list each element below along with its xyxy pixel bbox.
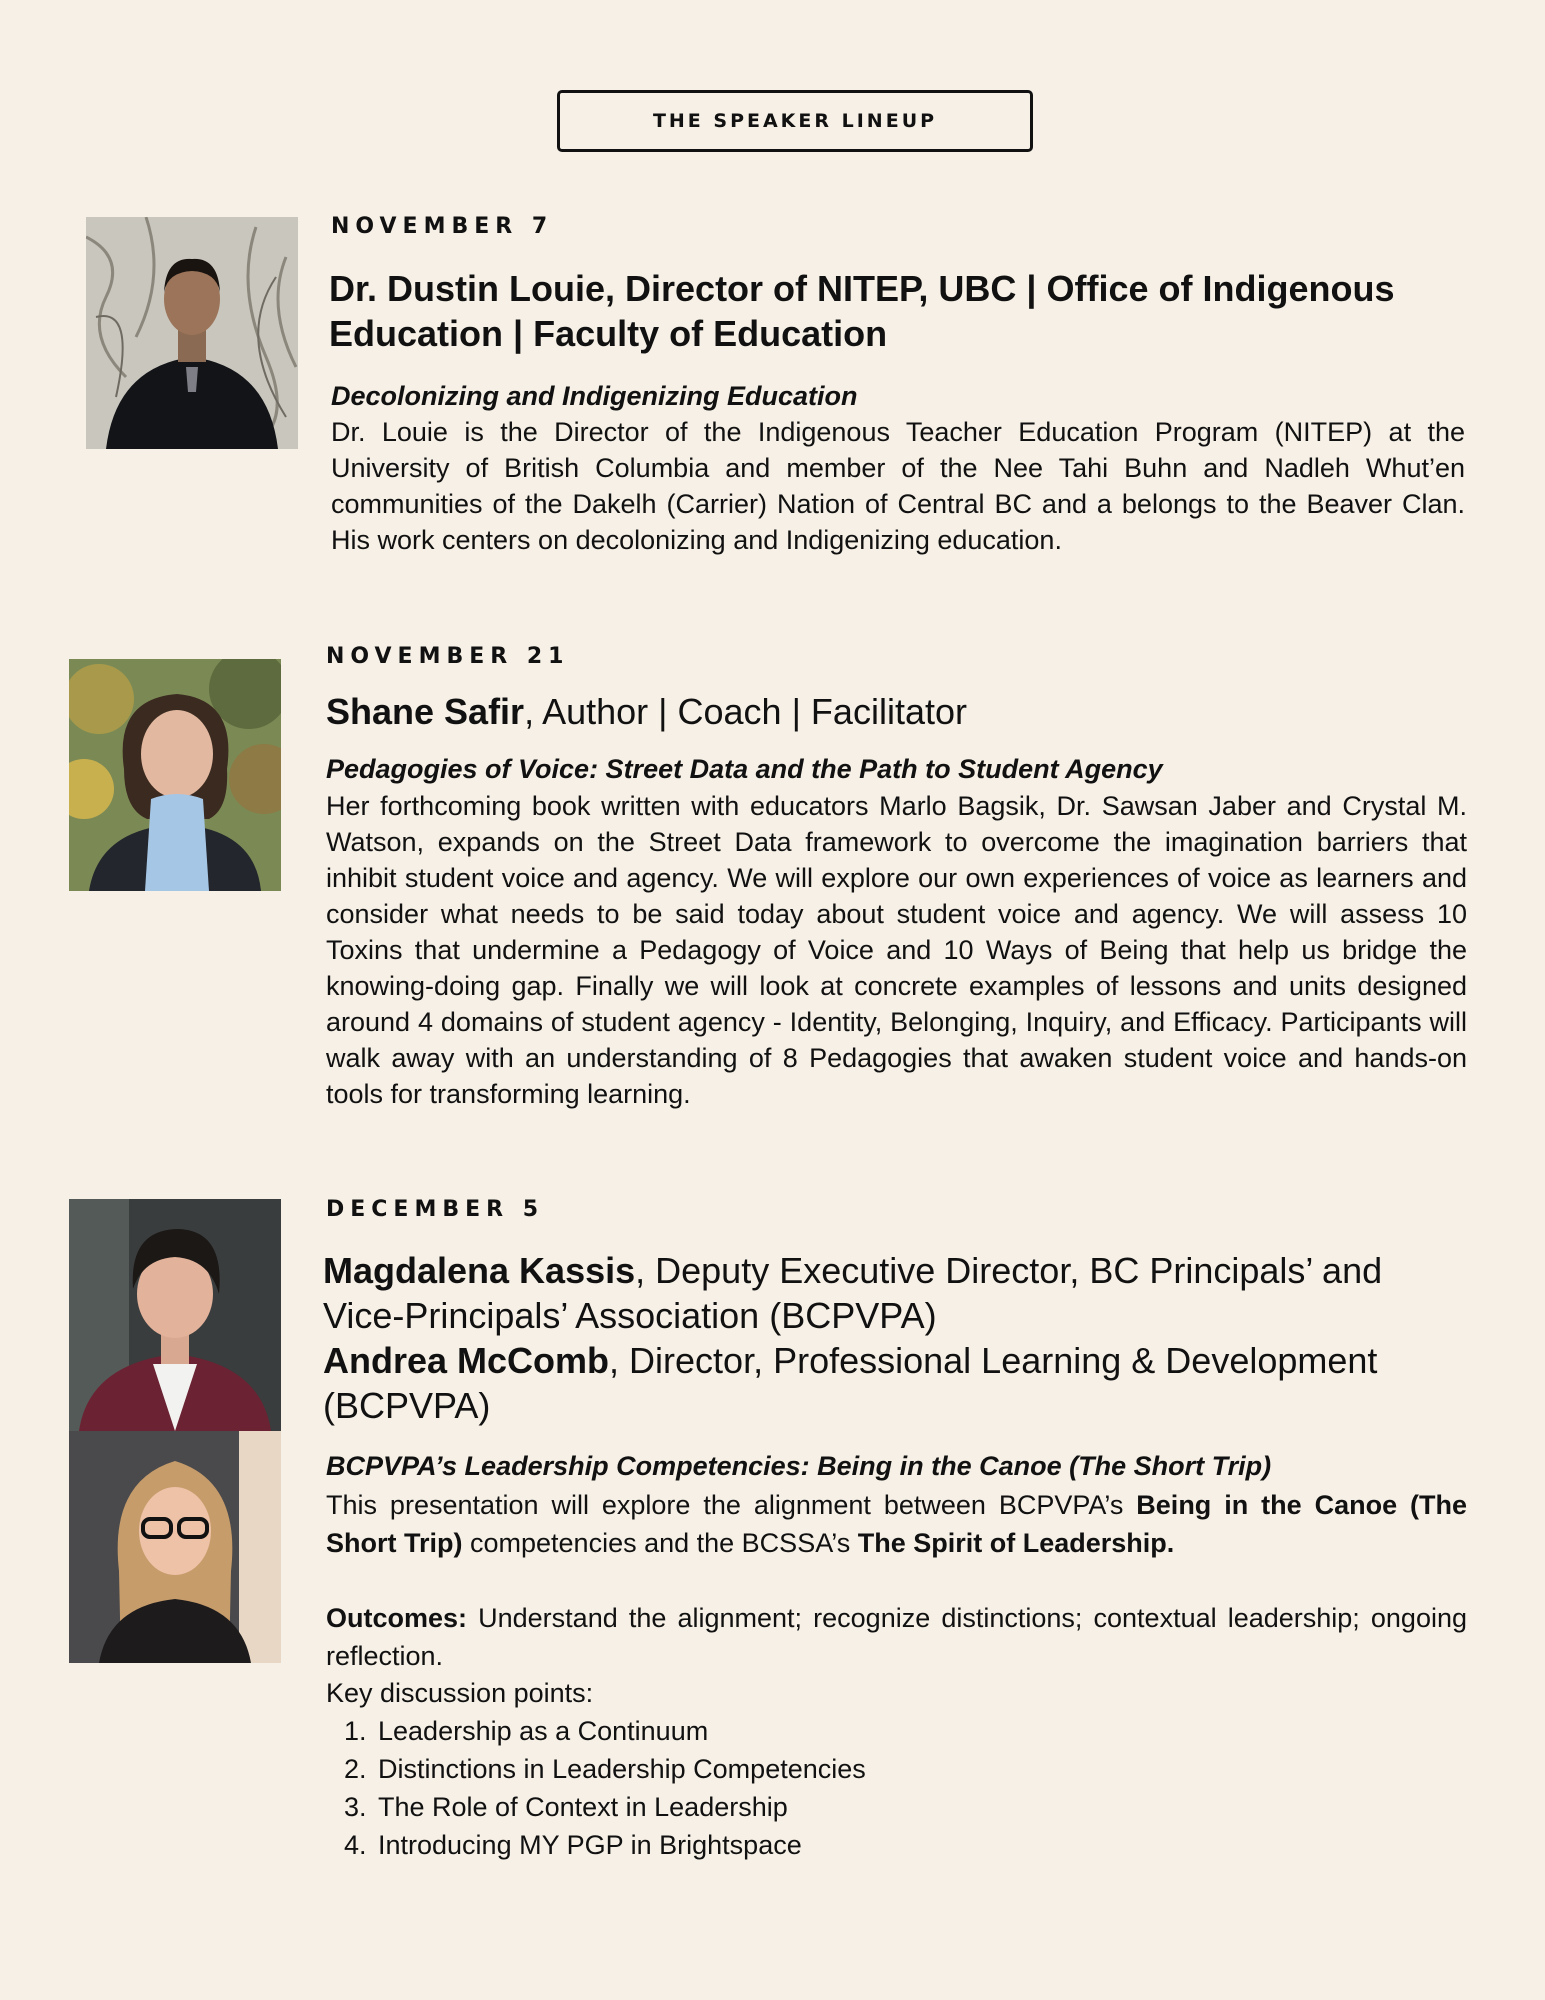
session-description bbox=[326, 1486, 1467, 1562]
session-topic: Pedagogies of Voice: Street Data and the Path to Student Agency bbox=[326, 754, 1163, 784]
list-item: 3. The Role of Context in Leadership bbox=[374, 1788, 1422, 1826]
list-item: 1. Leadership as a Continuum bbox=[374, 1712, 1422, 1750]
session-topic: BCPVPA’s Leadership Competencies: Being in the Canoe (The Short Trip) bbox=[326, 1451, 1272, 1481]
description-bold: The Spirit of Leadership. bbox=[857, 1528, 1175, 1558]
key-points-list bbox=[322, 1712, 1422, 1864]
session-topic: Decolonizing and Indigenizing Education bbox=[331, 381, 858, 411]
speaker-photo-dustin-louie bbox=[86, 217, 298, 449]
speaker-photo-magdalena-kassis bbox=[69, 1199, 281, 1431]
session-date: DECEMBER 5 bbox=[326, 1197, 545, 1222]
speaker-heading bbox=[326, 689, 1466, 734]
speaker-photo-andrea-mccomb bbox=[69, 1431, 281, 1663]
session-description: Dr. Louie is the Director of the Indigenous Teacher Education Program (NITEP) at the University of British Columbia and member of the Nee Tahi Buhn and Nadleh Whut’en communities of the Dakelh (Carrier) Nation of Central BC and a belongs to the Beaver Clan. His work centers on decolonizing and Indigenizing education. bbox=[331, 417, 1465, 555]
speaker-name: Magdalena Kassis bbox=[323, 1250, 636, 1291]
speaker-heading bbox=[323, 1248, 1473, 1428]
session-date: NOVEMBER 21 bbox=[326, 644, 570, 669]
description-text: This presentation will explore the alignment between BCPVPA’s bbox=[326, 1490, 1137, 1520]
speaker-heading: Dr. Dustin Louie, Director of NITEP, UBC | Office of Indigenous Education | Faculty of Education bbox=[329, 268, 1395, 354]
list-item: 4. Introducing MY PGP in Brightspace bbox=[374, 1826, 1422, 1864]
list-item: 2. Distinctions in Leadership Competencies bbox=[374, 1750, 1422, 1788]
session-date: NOVEMBER 7 bbox=[331, 214, 554, 239]
speaker-photo-shane-safir bbox=[69, 659, 281, 891]
speaker-role: , Author | Coach | Facilitator bbox=[524, 691, 967, 732]
outcomes-label: Outcomes: bbox=[326, 1603, 468, 1633]
speaker-role: , Director, Professional Learning & Development (BCPVPA) bbox=[323, 1340, 1378, 1426]
session-outcomes bbox=[326, 1599, 1467, 1675]
speaker-name: Shane Safir bbox=[326, 691, 525, 732]
speaker-role: , Deputy Executive Director, BC Principals’ and Vice-Principals’ Association (BCPVPA) bbox=[323, 1250, 1383, 1336]
description-bold: Being in the Canoe (The Short Trip) bbox=[326, 1490, 1467, 1558]
description-text: competencies and the BCSSA’s bbox=[462, 1528, 858, 1558]
key-points-label: Key discussion points: bbox=[326, 1678, 594, 1708]
outcomes-text: Understand the alignment; recognize distinctions; contextual leadership; ongoing reflection. bbox=[326, 1603, 1467, 1671]
speaker-name: Andrea McComb bbox=[323, 1340, 610, 1381]
session-description: Her forthcoming book written with educators Marlo Bagsik, Dr. Sawsan Jaber and Crystal M. Watson, expands on the Street Data framework to overcome the imagination barriers that inhibit student voice and agency. We will explore our own experiences of voice as learners and consider what needs to be said today about student voice and agency. We will assess 10 Toxins that undermine a Pedagogy of Voice and 10 Ways of Being that help us bridge the knowing-doing gap. Finally we will look at concrete examples of lessons and units designed around 4 domains of student agency - Identity, Belonging, Inquiry, and Efficacy. Participants will walk away with an understanding of 8 Pedagogies that awaken student voice and hands-on tools for transforming learning. bbox=[326, 791, 1467, 1109]
header-title: THE SPEAKER LINEUP bbox=[557, 90, 1033, 152]
